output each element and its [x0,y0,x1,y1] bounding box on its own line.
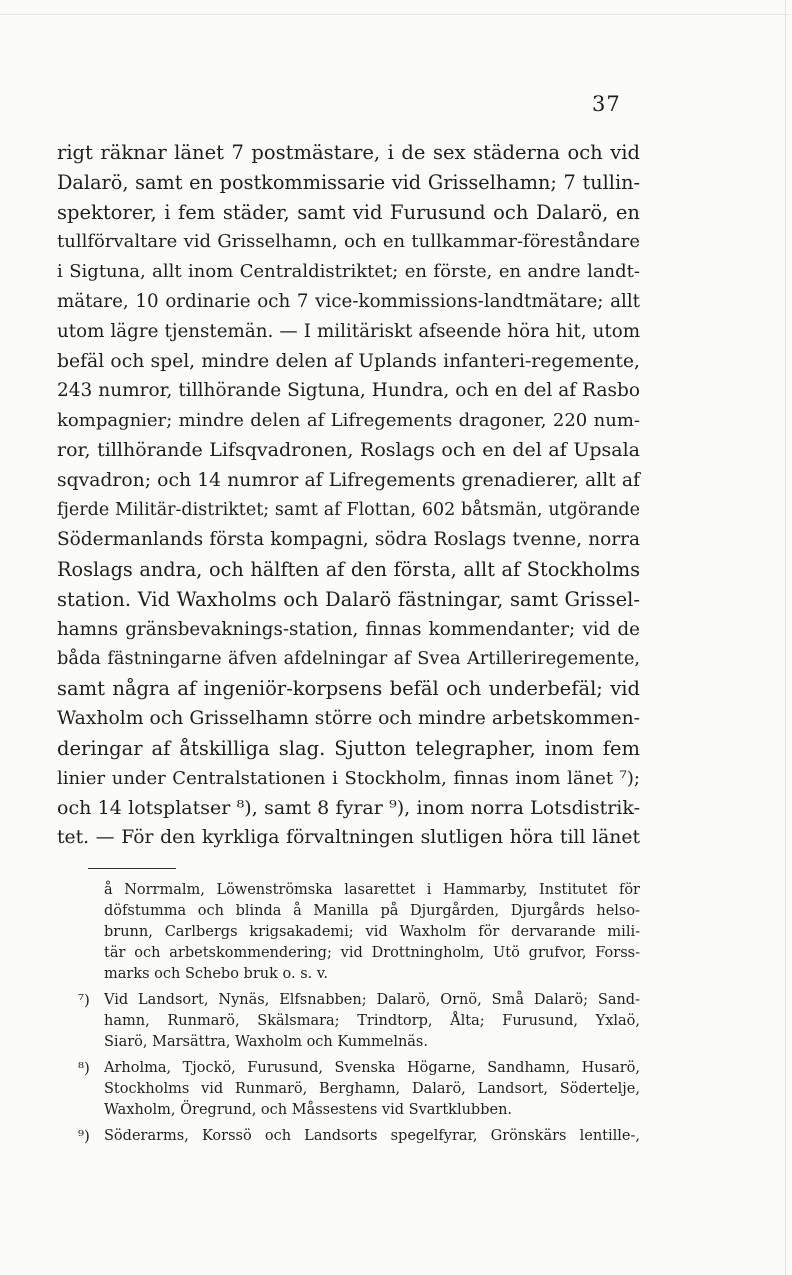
footnote-marker: ⁷) [78,991,90,1009]
body-line: båda fästningarne äfven afdelningar af Svea Artilleriregemente, [57,648,640,669]
body-line: tet. — För den kyrkliga förvaltningen slutligen höra till länet [57,827,640,849]
body-line: och 14 lotsplatser ⁸), samt 8 fyrar ⁹), inom norra Lotsdistrik- [57,796,640,819]
footnote-line: Stockholms vid Runmarö, Berghamn, Dalarö, Landsort, Södertelje, [104,1081,640,1097]
footnote-line: Arholma, Tjockö, Furusund, Svenska Högarne, Sandhamn, Husarö, [104,1060,640,1076]
body-line: Södermanlands första kompagni, södra Roslags tvenne, norra [57,529,640,551]
footnote-marker: ⁸) [78,1059,90,1077]
footnote-7 [58,990,640,1053]
footnote-line: å Norrmalm, Löwenströmska lasarettet i Hammarby, Institutet för [104,882,640,898]
page-right-edge [785,0,786,1275]
body-text [57,138,640,853]
footnote-marker: ⁹) [78,1127,90,1145]
body-line: ror, tillhörande Lifsqvadronen, Roslags och en del af Upsala [57,438,640,461]
footnote-continuation [58,880,640,985]
body-line: hamns gränsbevaknings-station, finnas kommendanter; vid de [57,618,640,640]
page-number: 37 [592,92,621,116]
body-line: Waxholm och Grisselhamn större och mindre arbetskommen- [57,708,640,730]
body-line: i Sigtuna, allt inom Centraldistriktet; en förste, en andre landt- [57,261,640,283]
footnote-line: Vid Landsort, Nynäs, Elfsnabben; Dalarö, Ornö, Små Dalarö; Sand- [104,992,640,1008]
body-line: Dalarö, samt en postkommissarie vid Grisselhamn; 7 tullin- [57,170,640,194]
footnote-line: marks och Schebo bruk o. s. v. [104,966,328,982]
footnote-line: Waxholm, Öregrund, och Måssestens vid Svartklubben. [104,1102,513,1118]
footnote-line: Söderarms, Korssö och Landsorts spegelfyrar, Grönskärs lentille-, [104,1128,640,1144]
body-line: sqvadron; och 14 numror af Lifregements grenadierer, allt af [57,469,640,491]
body-line: deringar af åtskilliga slag. Sjutton telegrapher, inom fem [57,736,640,760]
footnote-line: hamn, Runmarö, Skälsmara; Trindtorp, Ålta; Furusund, Yxlaö, [104,1013,640,1029]
footnote-separator [88,868,176,869]
body-line: station. Vid Waxholms och Dalarö fästningar, samt Grissel- [57,587,640,611]
page-top-edge [0,0,790,15]
footnote-line: Siarö, Marsättra, Waxholm och Kummelnäs. [104,1034,428,1050]
body-line: rigt räknar länet 7 postmästare, i de sex städerna och vid [57,141,640,164]
body-line: mätare, 10 ordinarie och 7 vice-kommissions-landtmätare; allt [57,290,640,312]
footnote-8 [58,1058,640,1121]
body-line: samt några af ingeniör-korpsens befäl och underbefäl; vid [57,677,640,701]
body-line: kompagnier; mindre delen af Lifregements dragoner, 220 num- [57,410,640,432]
footnotes [58,880,640,1152]
body-line: utom lägre tjenstemän. — I militäriskt afseende höra hit, utom [57,320,640,342]
footnote-9 [58,1126,640,1147]
body-line: tullförvaltare vid Grisselhamn, och en tullkammar-föreståndare [57,231,640,253]
footnote-line: brunn, Carlbergs krigsakademi; vid Waxholm för dervarande mili- [104,924,640,940]
body-line: Roslags andra, och hälften af den första, allt af Stockholms [57,558,640,582]
body-line: spektorer, i fem städer, samt vid Furusund och Dalarö, en [57,200,640,224]
body-line: 243 numror, tillhörande Sigtuna, Hundra, och en del af Rasbo [57,380,640,402]
body-line: fjerde Militär-distriktet; samt af Flottan, 602 båtsmän, utgörande [57,499,640,520]
footnote-line: döfstumma och blinda å Manilla på Djurgården, Djurgårds helso- [104,903,640,919]
footnote-line: tär och arbetskommendering; vid Drottningholm, Utö grufvor, Forss- [104,945,640,961]
body-line: befäl och spel, mindre delen af Uplands infanteri-regemente, [57,350,640,372]
body-line: linier under Centralstationen i Stockholm, finnas inom länet ⁷); [57,767,640,789]
